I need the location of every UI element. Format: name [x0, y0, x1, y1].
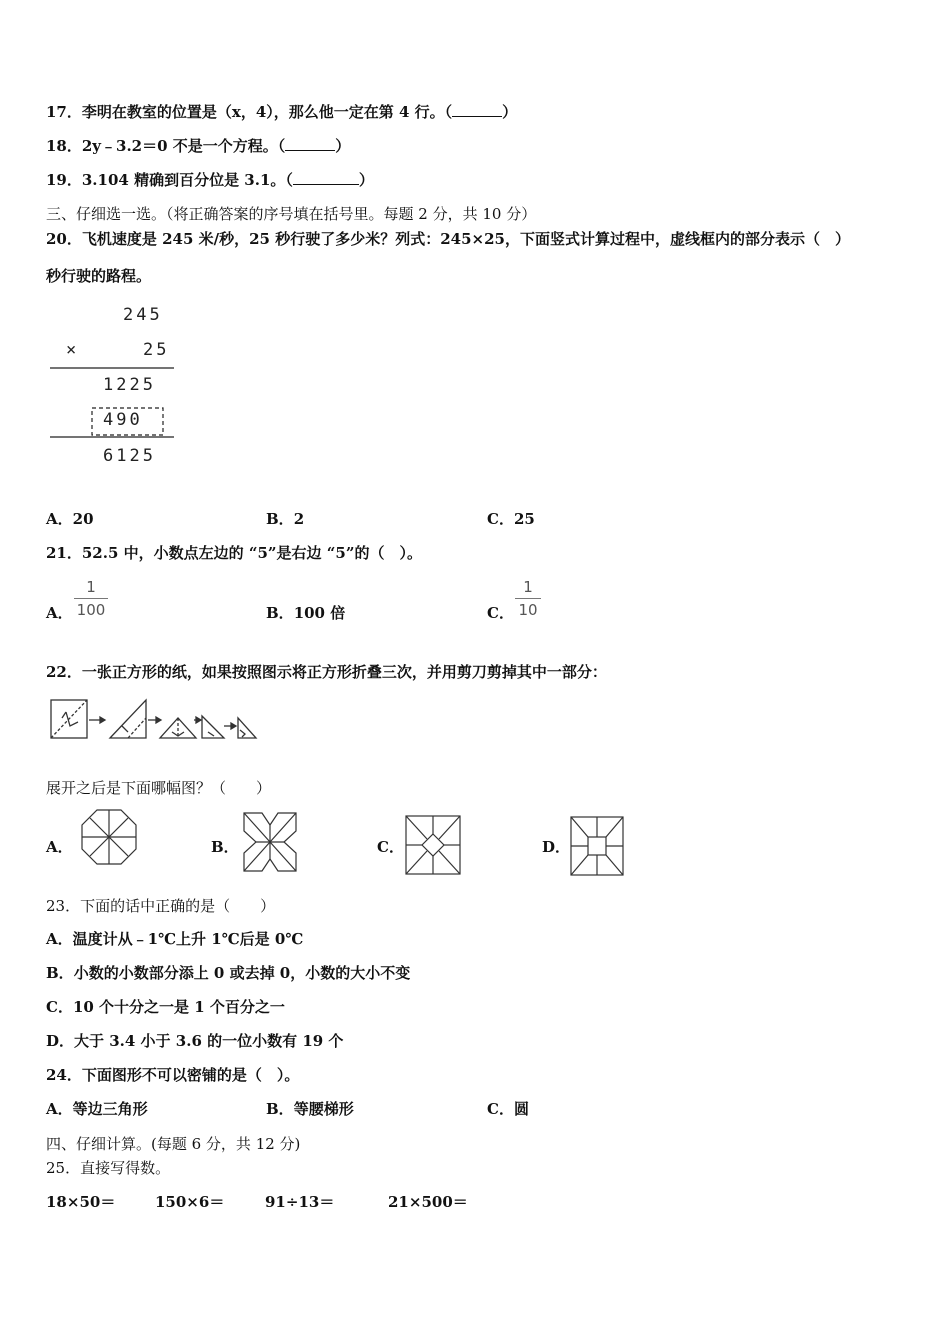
- q24-option-c[interactable]: [487, 1099, 529, 1119]
- q22-option-a-label[interactable]: A．: [46, 838, 73, 856]
- q21-option-c-label[interactable]: C．: [487, 604, 514, 622]
- q18-answer-blank[interactable]: [285, 136, 335, 151]
- q23-text: 下面的话中正确的是（ ）: [80, 897, 276, 915]
- q21-c-numerator: 1: [523, 578, 533, 596]
- q22-option-b-label[interactable]: B．: [211, 838, 239, 856]
- q23-option-b[interactable]: [46, 963, 410, 983]
- q22-option-c-label[interactable]: C．: [377, 838, 404, 856]
- q23-option-d-label: D．: [46, 1032, 75, 1050]
- q20-text-line1: 飞机速度是 245 米/秒，25 秒行驶了多少米？列式：245×25，下面竖式计算过程中，虚线框内的部分表示（ ）: [81, 230, 850, 248]
- q21-c-fraction-bar: [515, 598, 541, 599]
- q22-option-d-label[interactable]: D．: [542, 838, 571, 856]
- question-19: [46, 170, 374, 190]
- calc-row-490: 490: [103, 410, 143, 430]
- q18-text: 2y﹣3.2＝0 不是一个方程。（: [81, 137, 286, 155]
- q24-option-a[interactable]: [46, 1099, 148, 1119]
- q21-text: 52.5 中，小数点左边的 “5”是右边 “5”的（ ）。: [81, 544, 422, 562]
- calc-row-6125: 6125: [103, 446, 156, 466]
- q20-option-b[interactable]: [266, 509, 304, 529]
- q19-answer-blank[interactable]: [293, 170, 359, 185]
- q24-option-b-label: B．: [266, 1100, 294, 1118]
- q25-item-4[interactable]: 21×500＝: [388, 1193, 468, 1211]
- calc-row-245: 245: [123, 305, 163, 325]
- q22-text: 一张正方形的纸，如果按照图示将正方形折叠三次，并用剪刀剪掉其中一部分：: [81, 663, 607, 681]
- q21-option-a-fraction: [74, 578, 108, 619]
- q21-option-c-fraction: [515, 578, 541, 619]
- q21-option-b-text: 100 倍: [293, 604, 346, 622]
- q21-option-a-label[interactable]: A．: [46, 604, 73, 622]
- q24-text: 下面图形不可以密铺的是（ ）。: [81, 1066, 300, 1084]
- q23-option-a[interactable]: [46, 929, 303, 949]
- q23-option-b-text: 小数的小数部分添上 0 或去掉 0，小数的大小不变: [73, 964, 411, 982]
- q25-text: 直接写得数。: [80, 1159, 171, 1177]
- q21-c-denominator: 10: [518, 601, 538, 619]
- q23-option-b-label: B．: [46, 964, 74, 982]
- q24-option-c-text: 圆: [513, 1100, 529, 1118]
- q20-option-b-label: B．: [266, 510, 294, 528]
- q18-number: 18．: [46, 137, 82, 155]
- question-24: [46, 1065, 299, 1085]
- q17-text: 李明在教室的位置是（x，4），那么他一定在第 4 行。（: [81, 103, 453, 121]
- q24-option-a-label: A．: [46, 1100, 73, 1118]
- q17-close-paren: ）: [502, 103, 518, 121]
- q25-item-1[interactable]: 18×50＝: [46, 1193, 116, 1211]
- q21-a-fraction-bar: [74, 598, 108, 599]
- q23-option-a-label: A．: [46, 930, 73, 948]
- q23-option-c[interactable]: [46, 997, 285, 1017]
- q22-option-c-diamond-figure[interactable]: [404, 814, 462, 876]
- q22-option-d-square-figure[interactable]: [569, 815, 625, 877]
- q20-option-a-text: 20: [72, 510, 94, 528]
- q21-a-denominator: 100: [76, 601, 106, 619]
- q20-text-line2: 秒行驶的路程。: [46, 267, 152, 285]
- q20-option-b-text: 2: [293, 510, 305, 528]
- section-3-heading: 三、仔细选一选。（将正确答案的序号填在括号里。每题 2 分，共 10 分）: [46, 205, 537, 223]
- q22-number: 22．: [46, 663, 82, 681]
- question-23: [46, 896, 275, 916]
- question-18: [46, 136, 350, 156]
- q21-number: 21．: [46, 544, 82, 562]
- calc-row-1225: 1225: [103, 375, 156, 395]
- q20-option-c-label: C．: [487, 510, 514, 528]
- question-22: [46, 662, 607, 682]
- q25-item-2[interactable]: 150×6＝: [155, 1193, 225, 1211]
- folding-sequence-figure: [48, 696, 260, 744]
- q20-option-c[interactable]: [487, 509, 535, 529]
- q23-number: 23．: [46, 897, 81, 915]
- question-20: [46, 229, 850, 249]
- q21-option-b[interactable]: [266, 603, 345, 623]
- q20-number: 20．: [46, 230, 82, 248]
- q23-option-d[interactable]: [46, 1031, 343, 1051]
- calc-rule-2: [50, 436, 176, 438]
- q24-option-b[interactable]: [266, 1099, 354, 1119]
- question-25: [46, 1158, 170, 1178]
- q23-option-c-label: C．: [46, 998, 73, 1016]
- q20-option-a-label: A．: [46, 510, 73, 528]
- q17-answer-blank[interactable]: [452, 102, 502, 117]
- q21-a-numerator: 1: [86, 578, 96, 596]
- q20-option-a[interactable]: [46, 509, 94, 529]
- calc-times-sign: ×: [66, 340, 80, 360]
- q19-number: 19．: [46, 171, 82, 189]
- q18-close-paren: ）: [335, 137, 351, 155]
- q17-number: 17．: [46, 103, 82, 121]
- section-4-heading: 四、仔细计算。(每题 6 分，共 12 分): [46, 1135, 301, 1153]
- q24-number: 24．: [46, 1066, 82, 1084]
- q23-option-c-text: 10 个十分之一是 1 个百分之一: [72, 998, 285, 1016]
- q25-number: 25．: [46, 1159, 81, 1177]
- q22-option-a-octagon-figure[interactable]: [80, 808, 138, 866]
- q25-item-3[interactable]: 91÷13＝: [265, 1193, 335, 1211]
- q24-option-b-text: 等腰梯形: [293, 1100, 354, 1118]
- q24-option-a-text: 等边三角形: [72, 1100, 148, 1118]
- q23-option-a-text: 温度计从﹣1℃上升 1℃后是 0℃: [72, 930, 304, 948]
- q22-question: 展开之后是下面哪幅图？（ ）: [46, 779, 272, 797]
- q23-option-d-text: 大于 3.4 小于 3.6 的一位小数有 19 个: [74, 1032, 344, 1050]
- q20-option-c-text: 25: [513, 510, 535, 528]
- calc-rule-1: [50, 367, 176, 369]
- q19-close-paren: ）: [358, 171, 374, 189]
- question-17: [46, 102, 517, 122]
- q21-option-b-label: B．: [266, 604, 294, 622]
- q24-option-c-label: C．: [487, 1100, 514, 1118]
- calc-row-25: 25: [143, 340, 170, 360]
- q22-option-b-notched-figure[interactable]: [242, 811, 298, 873]
- question-21: [46, 543, 422, 563]
- q19-text: 3.104 精确到百分位是 3.1。（: [81, 171, 293, 189]
